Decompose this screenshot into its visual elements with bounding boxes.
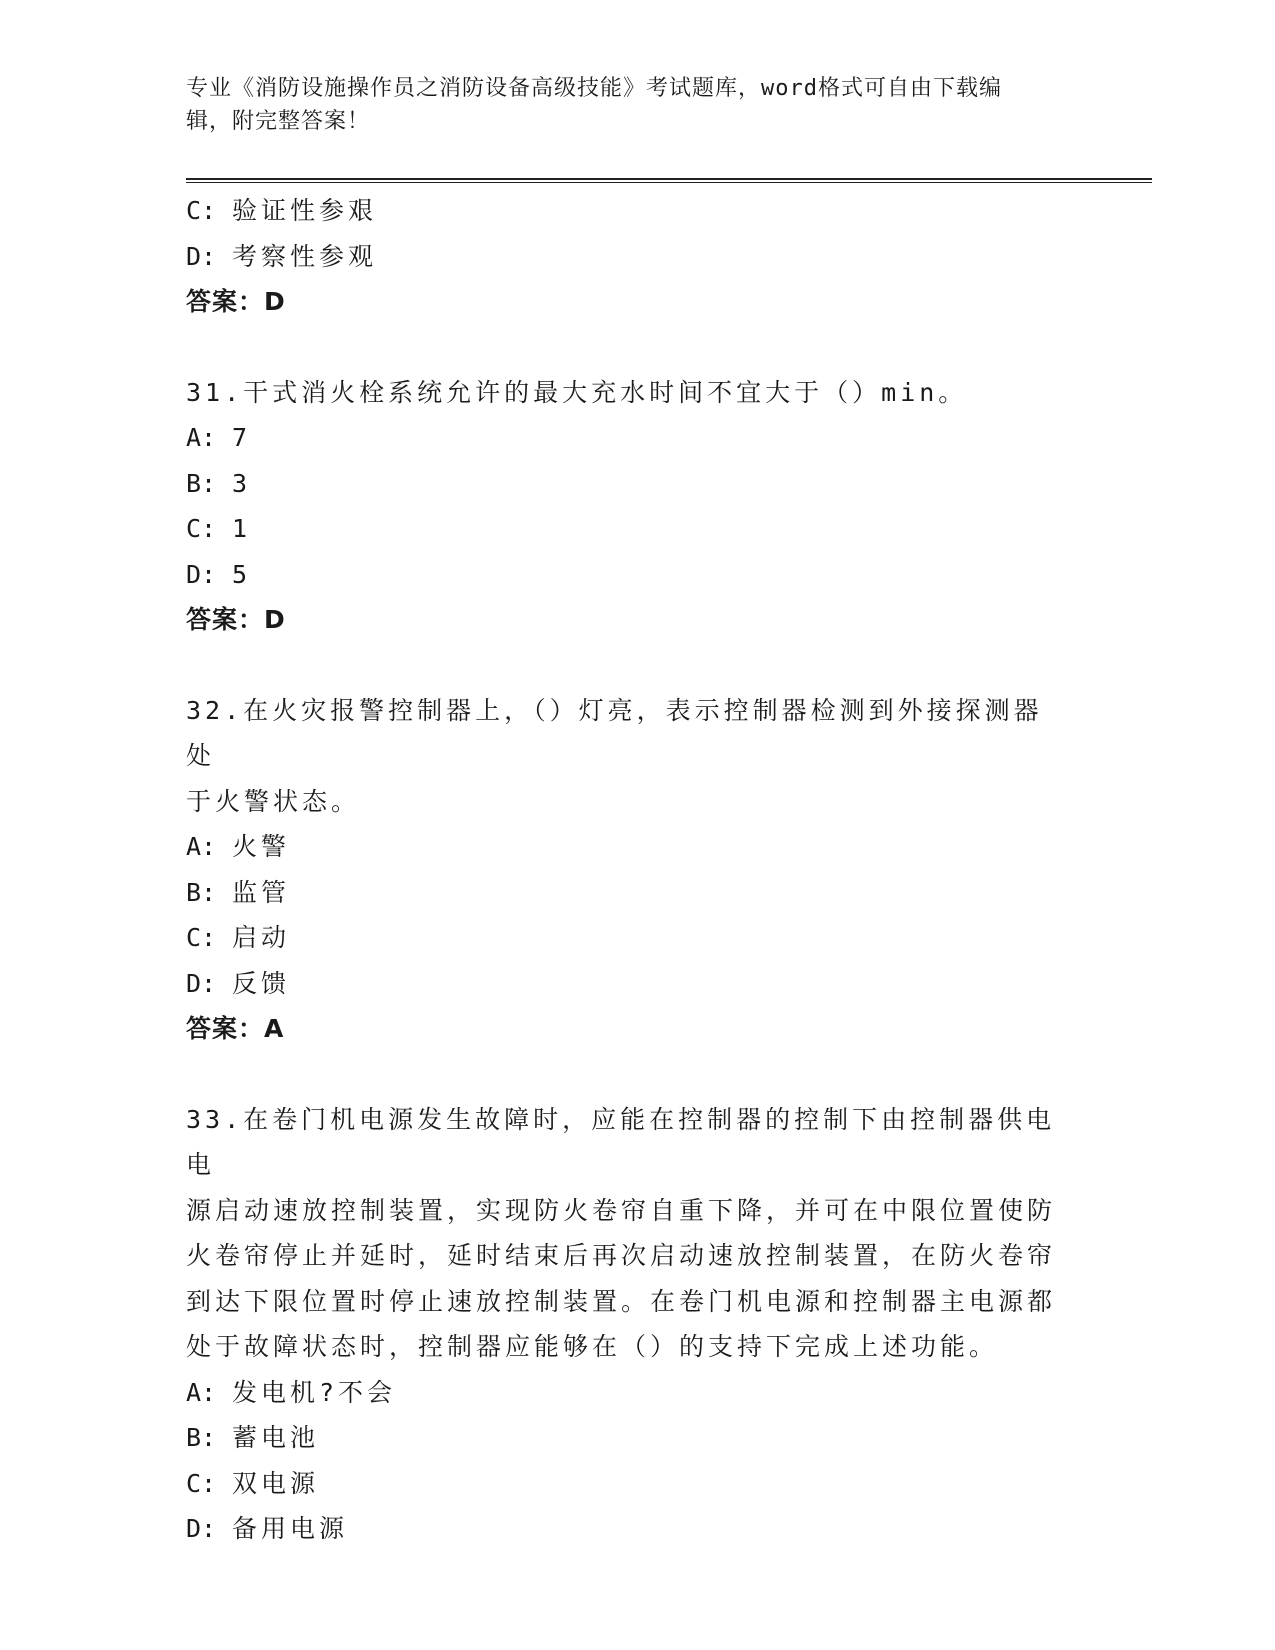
- option-text: 启动: [232, 923, 291, 952]
- option-letter: A:: [186, 423, 217, 452]
- option-text: 火警: [232, 832, 291, 861]
- option-letter: B:: [186, 1423, 217, 1452]
- option-letter: D:: [186, 559, 217, 589]
- question-32: [186, 688, 1086, 1052]
- option-text: 3: [232, 468, 252, 498]
- option-letter: D:: [186, 1514, 217, 1543]
- question-31: [186, 370, 1086, 643]
- option-b: [186, 870, 1086, 916]
- option-a: [186, 415, 1086, 461]
- question-text-line-2: 于火警状态。: [186, 786, 361, 816]
- option-d: [186, 234, 1086, 280]
- answer-line: 答案：D: [186, 605, 286, 634]
- option-text: 反馈: [232, 968, 291, 998]
- header-divider: [186, 178, 1152, 183]
- option-text: 双电源: [232, 1468, 320, 1498]
- question-33: [186, 1097, 1086, 1552]
- option-letter: B:: [186, 877, 217, 907]
- option-letter: D:: [186, 241, 217, 271]
- answer-line: 答案：A: [186, 1014, 285, 1043]
- header-line-1: 专业《消防设施操作员之消防设备高级技能》考试题库，word格式可自由下载编: [186, 76, 1002, 101]
- option-text: 7: [232, 423, 252, 452]
- option-letter: C:: [186, 196, 217, 225]
- option-text: 备用电源: [232, 1514, 349, 1543]
- option-c: [186, 188, 1086, 234]
- option-letter: C:: [186, 1468, 217, 1498]
- question-text-line-1: 32.在火灾报警控制器上，（）灯亮，表示控制器检测到外接探测器处: [186, 695, 1043, 770]
- option-letter: A:: [186, 832, 217, 861]
- option-text: 蓄电池: [232, 1423, 320, 1452]
- option-text: 5: [232, 559, 252, 589]
- option-b: [186, 1415, 1086, 1461]
- option-text: 1: [232, 514, 252, 543]
- option-d: [186, 552, 1086, 598]
- question-text-line-5: 处于故障状态时，控制器应能够在（）的支持下完成上述功能。: [186, 1332, 999, 1361]
- option-letter: B:: [186, 468, 217, 498]
- option-c: [186, 1461, 1086, 1507]
- option-letter: C:: [186, 514, 217, 543]
- question-text-line-2: 源启动速放控制装置，实现防火卷帘自重下降，并可在中限位置使防: [186, 1195, 1057, 1225]
- option-c: [186, 506, 1086, 552]
- option-a: [186, 824, 1086, 870]
- question-text: 31.干式消火栓系统允许的最大充水时间不宜大于（）min。: [186, 377, 968, 407]
- option-letter: C:: [186, 923, 217, 952]
- option-text: 验证性参艰: [232, 196, 378, 225]
- option-text: 发电机?不会: [232, 1377, 397, 1407]
- header-line-2: 辑，附完整答案！: [186, 109, 371, 134]
- option-letter: D:: [186, 968, 217, 998]
- answer-line: 答案：D: [186, 287, 286, 316]
- option-d: [186, 1506, 1086, 1552]
- option-text: 考察性参观: [232, 241, 378, 271]
- option-b: [186, 461, 1086, 507]
- question-text-line-1: 33.在卷门机电源发生故障时，应能在控制器的控制下由控制器供电电: [186, 1104, 1056, 1179]
- question-text-line-4: 到达下限位置时停止速放控制装置。在卷门机电源和控制器主电源都: [186, 1286, 1057, 1316]
- option-c: [186, 915, 1086, 961]
- question-list: [186, 188, 1086, 1552]
- document-header: [186, 72, 1066, 138]
- prev-question-block: [186, 188, 1086, 325]
- option-d: [186, 961, 1086, 1007]
- option-letter: A:: [186, 1377, 217, 1407]
- option-text: 监管: [232, 877, 291, 907]
- option-a: [186, 1370, 1086, 1416]
- question-text-line-3: 火卷帘停止并延时，延时结束后再次启动速放控制装置，在防火卷帘: [186, 1241, 1057, 1270]
